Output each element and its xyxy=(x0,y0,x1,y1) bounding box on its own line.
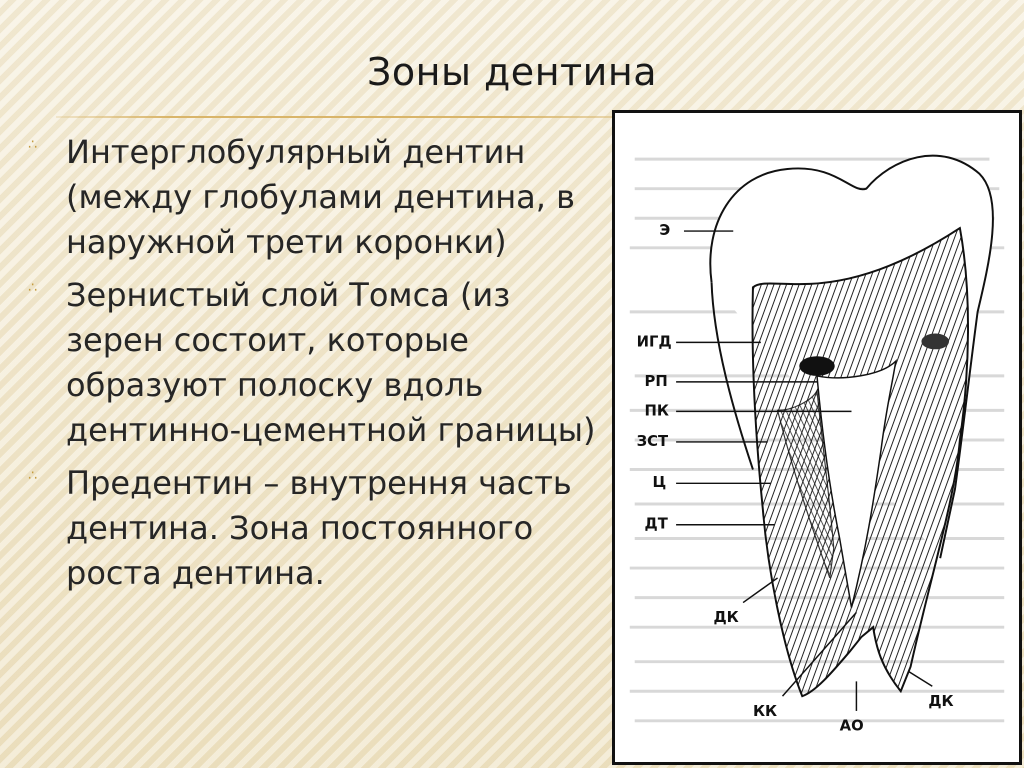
label-dt: ДТ xyxy=(644,515,668,533)
bullet-marker-icon: ∴ xyxy=(28,468,37,484)
bullet-marker-icon: ∴ xyxy=(28,137,37,153)
label-ao: АО xyxy=(839,717,864,735)
bullet-list xyxy=(28,130,608,604)
granular-zone-right xyxy=(921,334,949,350)
label-dk-left: ДК xyxy=(713,609,739,627)
tooth-diagram xyxy=(612,110,1022,765)
granular-zone xyxy=(799,356,834,376)
bullet-item xyxy=(28,461,608,596)
label-ts: Ц xyxy=(652,474,667,492)
bullet-text: Зернистый слой Томса (из зерен состоит, которые образуют полоску вдоль дентинно-цементной границы) xyxy=(66,276,596,449)
bullet-item xyxy=(28,273,608,453)
bullet-marker-icon: ∴ xyxy=(28,280,37,296)
label-kk: КК xyxy=(752,702,778,720)
slide-title: Зоны дентина xyxy=(367,50,657,94)
label-pk: ПК xyxy=(644,402,669,420)
title-divider xyxy=(56,116,616,118)
bullet-item xyxy=(28,130,608,265)
label-igd: ИГД xyxy=(636,333,672,351)
label-dk-right: ДК xyxy=(928,693,954,711)
label-zst: ЗСТ xyxy=(636,432,669,450)
label-e: Э xyxy=(659,222,671,240)
tooth-diagram-svg xyxy=(615,113,1019,762)
label-rp: РП xyxy=(644,372,668,390)
bullet-text: Интерглобулярный дентин (между глобулами дентина, в наружной трети коронки) xyxy=(66,133,575,261)
bullet-text: Предентин – внутрення часть дентина. Зона постоянного роста дентина. xyxy=(66,464,572,592)
